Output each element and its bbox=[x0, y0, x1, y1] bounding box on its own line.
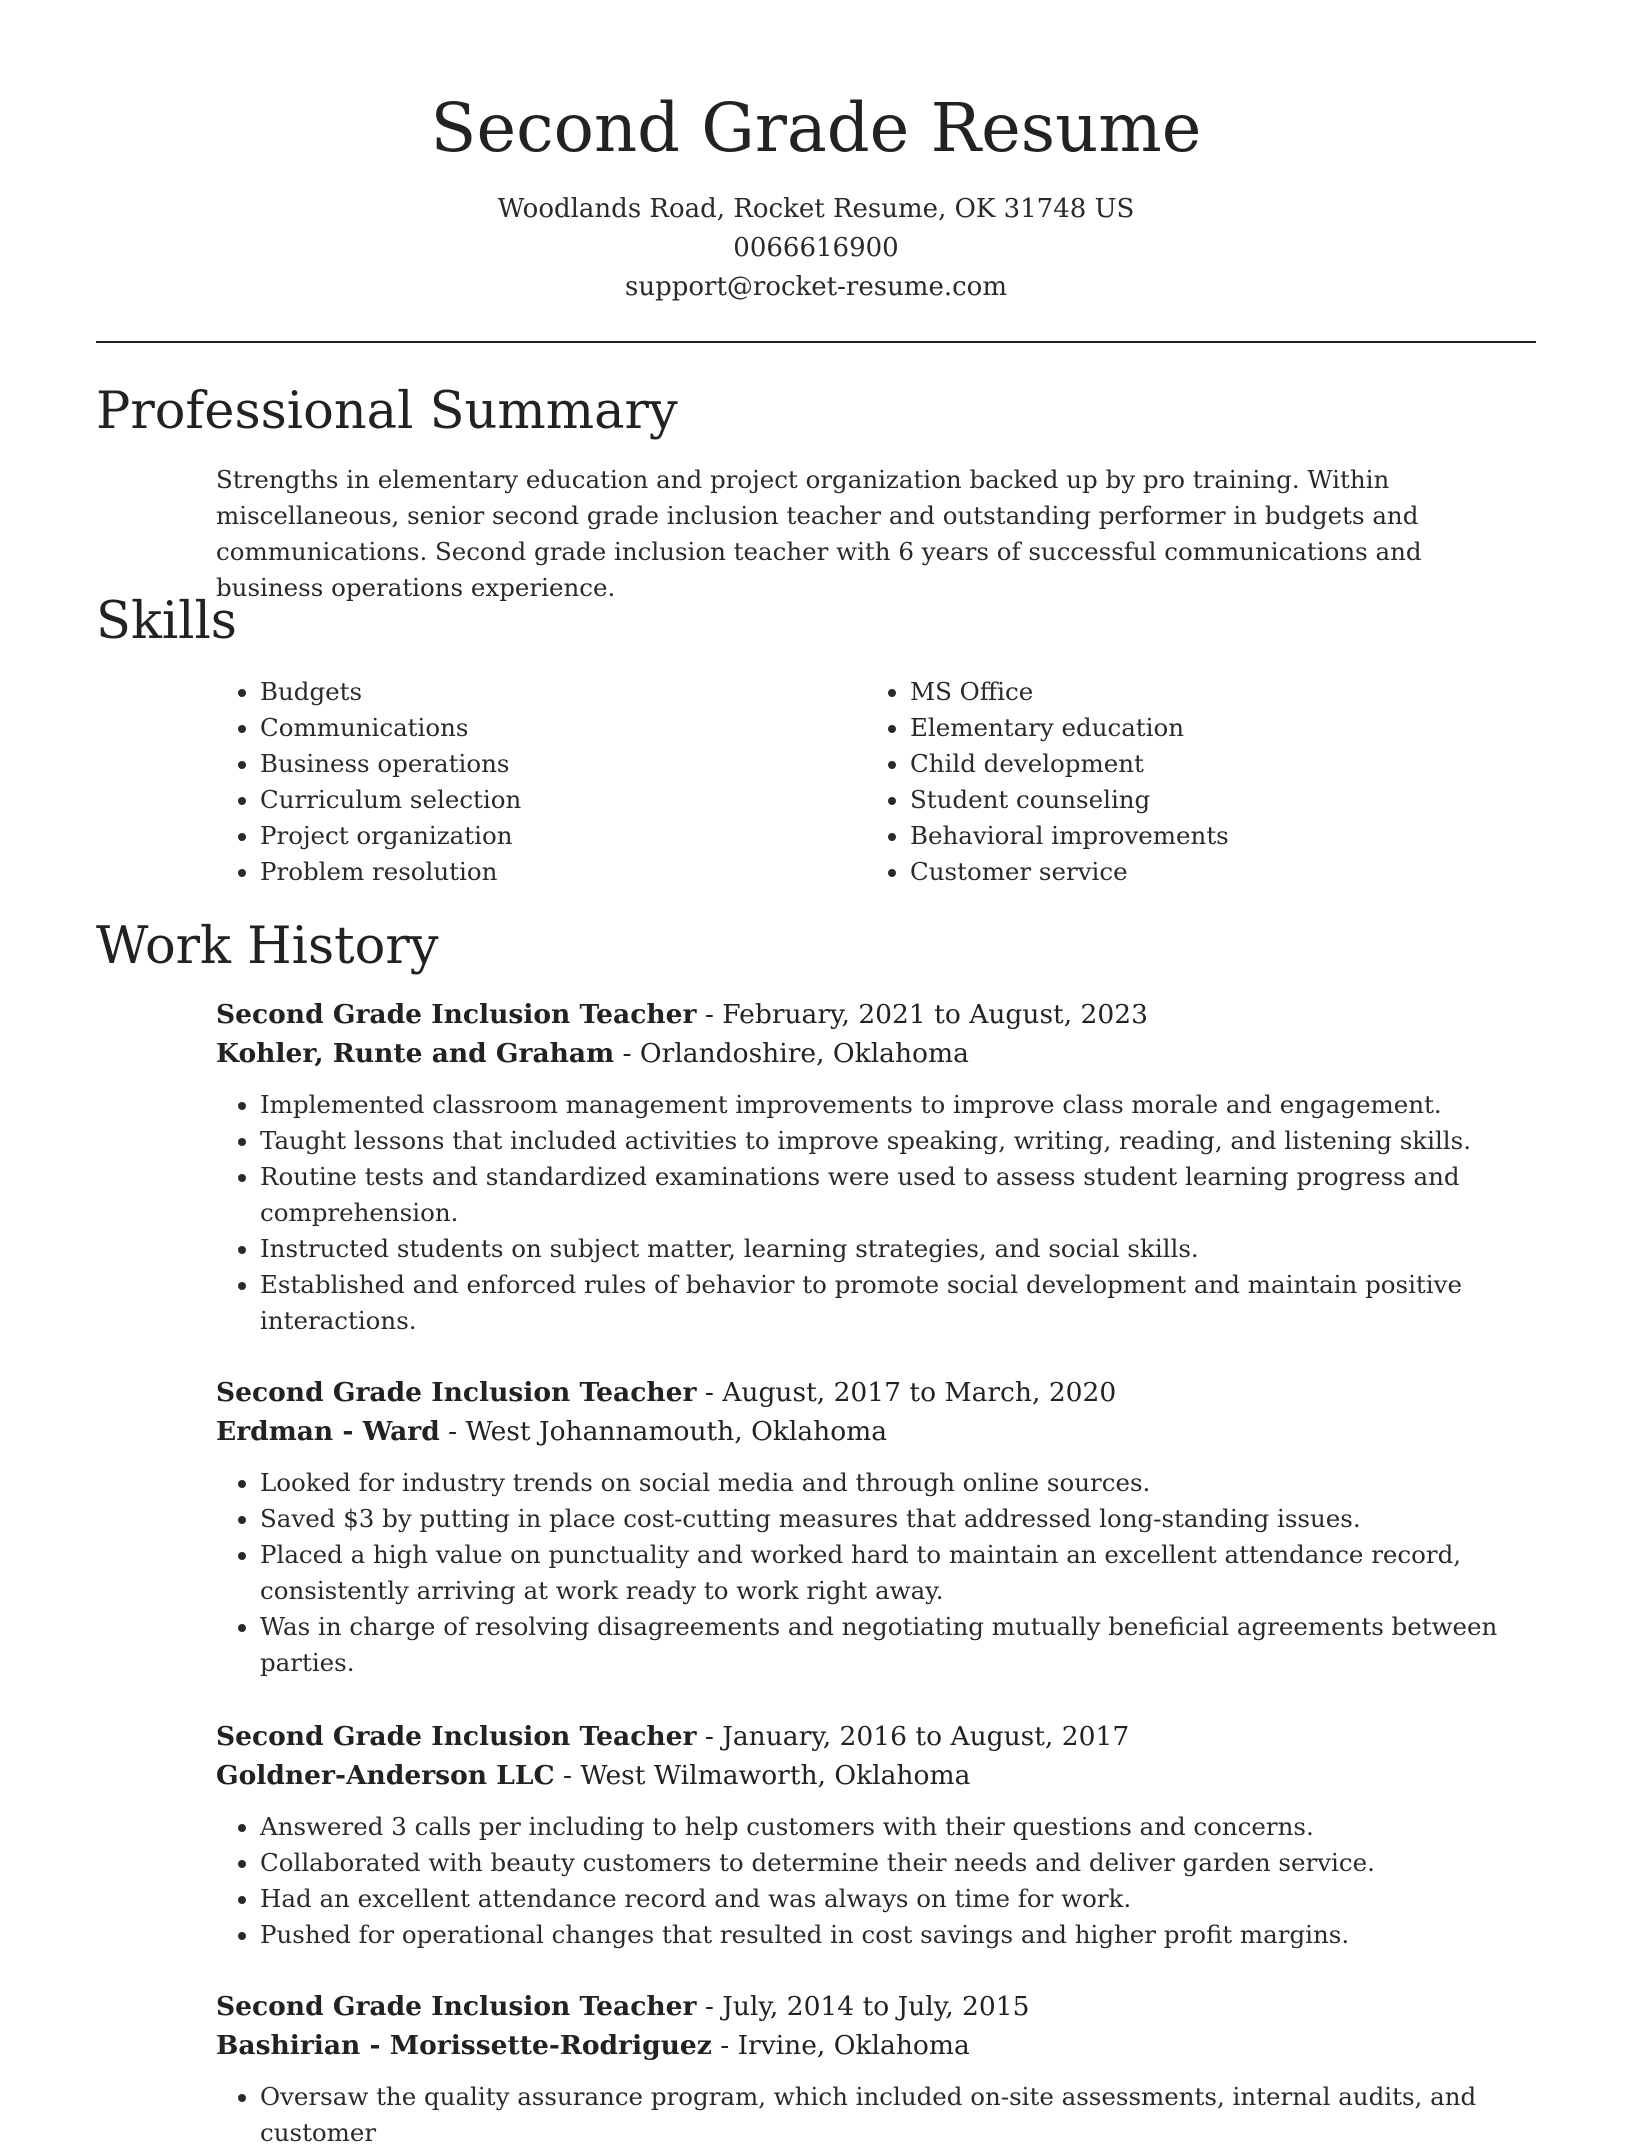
skill-item: • Budgets bbox=[260, 674, 866, 710]
skills-column-left bbox=[216, 674, 866, 890]
job-bullet: • Placed a high value on punctuality and worked hard to maintain an excellent attendance record, consistently arriving at work ready to work right away. bbox=[260, 1537, 1536, 1609]
contact-address: Woodlands Road, Rocket Resume, OK 31748 US bbox=[497, 194, 1135, 224]
job-company: Goldner-Anderson LLC bbox=[216, 1760, 555, 1791]
job-location: - Orlandoshire, Oklahoma bbox=[614, 1038, 969, 1069]
skills-column-right bbox=[866, 674, 1516, 890]
job-bullet: • Saved $3 by putting in place cost-cutting measures that addressed long-standing issues. bbox=[260, 1501, 1536, 1537]
job-bullet: • Looked for industry trends on social media and through online sources. bbox=[260, 1465, 1536, 1501]
summary-text: Strengths in elementary education and project organization backed up by pro training. Within miscellaneous, senior second grade inclusion teacher and outstanding performer in budgets and communications. Second grade inclusion teacher with 6 years of successful communications and business operations experience. bbox=[216, 465, 1422, 602]
skill-item: • MS Office bbox=[910, 674, 1516, 710]
job-bullet: • Routine tests and standardized examinations were used to assess student learning progress and comprehension. bbox=[260, 1159, 1536, 1231]
skill-item: • Communications bbox=[260, 710, 866, 746]
job-company-line bbox=[216, 1412, 1536, 1451]
contact-email[interactable]: support@rocket-resume.com bbox=[624, 272, 1007, 302]
skill-item: • Curriculum selection bbox=[260, 782, 866, 818]
skill-item: • Behavioral improvements bbox=[910, 818, 1516, 854]
job-entry bbox=[216, 995, 1536, 1339]
resume-name: Second Grade Resume bbox=[430, 89, 1202, 167]
job-bullet: • Had an excellent attendance record and was always on time for work. bbox=[260, 1881, 1536, 1917]
job-company: Bashirian - Morissette-Rodriguez bbox=[216, 2030, 712, 2061]
skill-item: • Child development bbox=[910, 746, 1516, 782]
job-bullet: • Oversaw the quality assurance program, which included on-site assessments, internal audits, and customer bbox=[260, 2079, 1536, 2151]
job-entry bbox=[216, 1987, 1536, 2151]
skills-list bbox=[216, 674, 1536, 890]
skill-item: • Elementary education bbox=[910, 710, 1516, 746]
job-bullet: • Implemented classroom management improvements to improve class morale and engagement. bbox=[260, 1087, 1536, 1123]
job-bullet: • Established and enforced rules of behavior to promote social development and maintain positive interactions. bbox=[260, 1267, 1536, 1339]
resume-header bbox=[0, 80, 1632, 307]
header-divider bbox=[96, 341, 1536, 343]
job-title: Second Grade Inclusion Teacher bbox=[216, 1377, 697, 1408]
job-title-line bbox=[216, 995, 1536, 1034]
section-title-summary: Professional Summary bbox=[96, 382, 678, 441]
job-bullet: • Answered 3 calls per including to help customers with their questions and concerns. bbox=[260, 1809, 1536, 1845]
skill-item: • Student counseling bbox=[910, 782, 1516, 818]
job-title-line bbox=[216, 1987, 1536, 2026]
job-title-line bbox=[216, 1717, 1536, 1756]
job-bullet: • Pushed for operational changes that resulted in cost savings and higher profit margins. bbox=[260, 1917, 1536, 1953]
job-company: Erdman - Ward bbox=[216, 1416, 440, 1447]
job-entry bbox=[216, 1373, 1536, 1681]
job-dates: - February, 2021 to August, 2023 bbox=[696, 999, 1148, 1030]
job-title: Second Grade Inclusion Teacher bbox=[216, 999, 697, 1030]
job-dates: - July, 2014 to July, 2015 bbox=[696, 1991, 1030, 2022]
job-title: Second Grade Inclusion Teacher bbox=[216, 1991, 697, 2022]
job-company-line bbox=[216, 2026, 1536, 2065]
job-location: - West Wilmaworth, Oklahoma bbox=[554, 1760, 971, 1791]
job-bullet: • Taught lessons that included activities to improve speaking, writing, reading, and listening skills. bbox=[260, 1123, 1536, 1159]
job-bullet: • Collaborated with beauty customers to determine their needs and deliver garden service. bbox=[260, 1845, 1536, 1881]
job-location: - West Johannamouth, Oklahoma bbox=[439, 1416, 888, 1447]
skill-item: • Business operations bbox=[260, 746, 866, 782]
job-location: - Irvine, Oklahoma bbox=[711, 2030, 970, 2061]
contact-info bbox=[0, 190, 1632, 307]
job-company-line bbox=[216, 1034, 1536, 1073]
job-dates: - January, 2016 to August, 2017 bbox=[696, 1721, 1130, 1752]
skill-item: • Project organization bbox=[260, 818, 866, 854]
job-bullets bbox=[216, 1465, 1536, 1681]
skill-item: • Problem resolution bbox=[260, 854, 866, 890]
job-company-line bbox=[216, 1756, 1536, 1795]
job-title-line bbox=[216, 1373, 1536, 1412]
section-title-skills: Skills bbox=[96, 592, 237, 651]
job-bullets bbox=[216, 1087, 1536, 1339]
job-bullet: • Was in charge of resolving disagreements and negotiating mutually beneficial agreements between parties. bbox=[260, 1609, 1536, 1681]
job-bullets bbox=[216, 2079, 1536, 2151]
contact-phone: 0066616900 bbox=[733, 233, 899, 263]
skill-item: • Customer service bbox=[910, 854, 1516, 890]
job-company: Kohler, Runte and Graham bbox=[216, 1038, 615, 1069]
section-title-work-history: Work History bbox=[96, 917, 439, 976]
job-bullet: • Instructed students on subject matter, learning strategies, and social skills. bbox=[260, 1231, 1536, 1267]
job-title: Second Grade Inclusion Teacher bbox=[216, 1721, 697, 1752]
job-bullets bbox=[216, 1809, 1536, 1953]
job-entry bbox=[216, 1717, 1536, 1953]
job-dates: - August, 2017 to March, 2020 bbox=[696, 1377, 1117, 1408]
